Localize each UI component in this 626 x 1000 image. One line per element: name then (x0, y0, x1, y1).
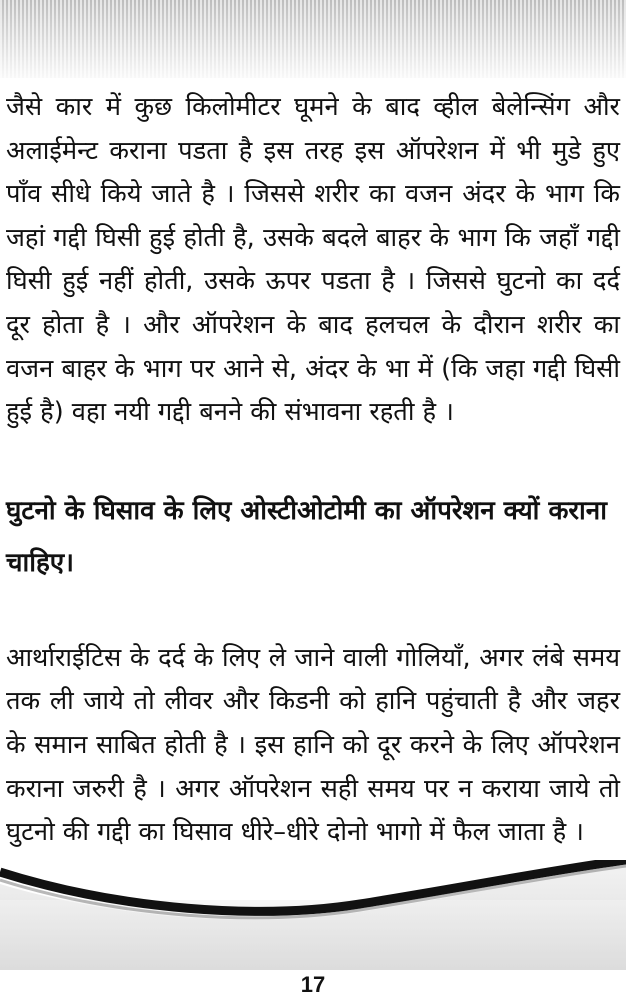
paragraph-wheel-alignment: जैसे कार में कुछ किलोमीटर घूमने के बाद व्हील बेलेन्सिंग और अलाईमेन्ट कराना पडता है इस तरह इस ऑपरेशन में भी मुडे हुए पाँव सीधे किये जाते है । जिससे शरीर का वजन अंदर के भाग कि जहां गद्दी घिसी हुई होती है, उसके बदले बाहर के भाग कि जहाँ गद्दी घिसी हुई नहीं होती, उसके ऊपर पडता है । जिससे घुटनो का दर्द दूर होता है । और ऑपरेशन के बाद हलचल के दौरान शरीर का वजन बाहर के भाग पर आने से, अंदर के भा में (कि जहा गद्दी घिसी हुई है) वहा नयी गद्दी बनने की संभावना रहती है । (6, 92, 620, 428)
page-number: 17 (300, 972, 326, 997)
page-content (6, 86, 620, 855)
paragraph-arthritis: आर्थाराईटिस के दर्द के लिए ले जाने वाली गोलियाँ, अगर लंबे समय तक ली जाये तो लीवर और किडनी को हानि पहुंचाती है और जहर के समान साबित होती है । इस हानि को दूर करने के लिए ऑपरेशन कराना जरुरी है । अगर ऑपरेशन सही समय पर न कराया जाये तो घुटनो की गद्दी का घिसाव धीरे–धीरे दोनो भागो में फैल जाता है । (6, 642, 620, 848)
footer-wave-decoration (0, 860, 626, 970)
section-heading: घुटनो के घिसाव के लिए ओस्टीओटोमी का ऑपरेशन क्यों कराना चाहिए। (6, 495, 607, 578)
header-stripe-band (0, 0, 626, 78)
